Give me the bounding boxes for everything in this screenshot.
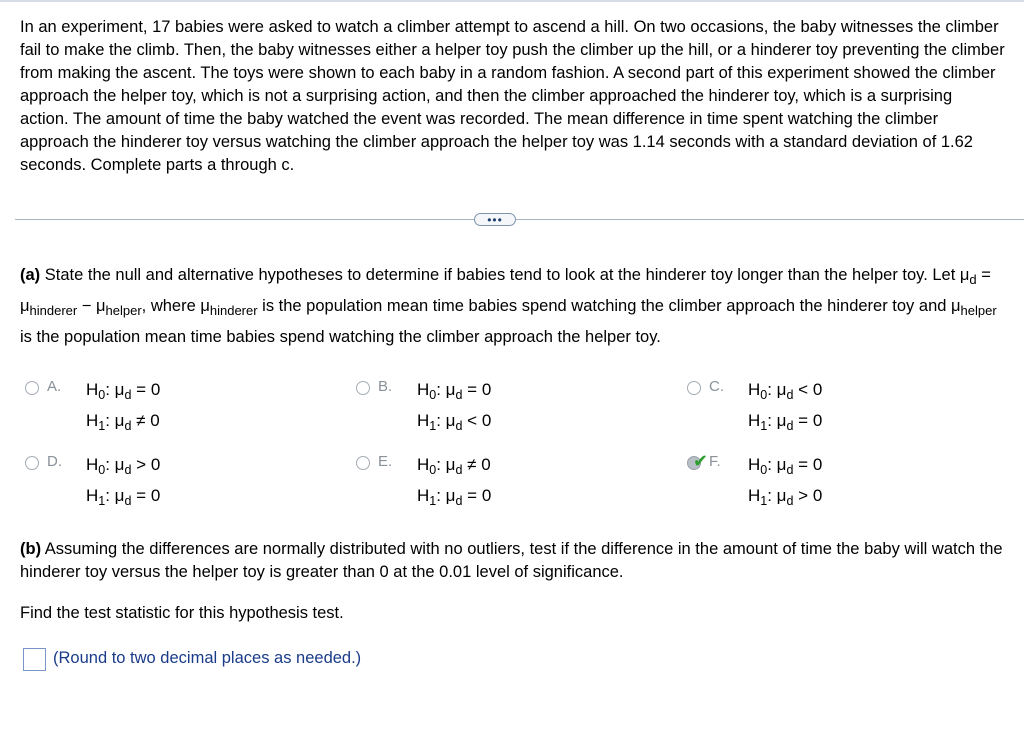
radio-button[interactable] — [25, 381, 39, 395]
part-a-text-3: − μ — [77, 297, 106, 315]
alternative-hypothesis: $H_1$: $\mu_d \ne 0$ — [86, 411, 160, 433]
hypotheses — [748, 452, 822, 514]
checkmark-icon: ✔ — [693, 451, 709, 471]
option-letter: B. — [378, 378, 393, 395]
null-hypothesis: $H_0$: $\mu_d > 0$ — [86, 455, 161, 477]
radio-button[interactable] — [356, 381, 370, 395]
null-hypothesis: $H_0$: $\mu_d \ne 0$ — [417, 455, 491, 477]
part-a-text-2: = μ — [20, 266, 991, 315]
alternative-hypothesis: $H_1$: $\mu_d = 0$ — [748, 411, 823, 433]
part-a-text-6: is the population mean time babies spend watching the climber approach the helper toy. — [20, 328, 661, 346]
option-letter: D. — [47, 453, 62, 470]
option-letter: C. — [709, 378, 724, 395]
null-hypothesis: $H_0$: $\mu_d = 0$ — [417, 380, 492, 402]
option-letter: A. — [47, 378, 62, 395]
alternative-hypothesis: $H_1$: $\mu_d < 0$ — [417, 411, 492, 433]
more-button[interactable]: ••• — [474, 213, 516, 226]
test-statistic-input[interactable] — [23, 648, 46, 671]
part-a-question — [20, 262, 1005, 351]
hypotheses — [417, 377, 491, 439]
part-a-sub-5: helper — [960, 303, 997, 318]
alternative-hypothesis: $H_1$: $\mu_d = 0$ — [86, 486, 161, 508]
radio-button[interactable] — [687, 381, 701, 395]
alternative-hypothesis: $H_1$: $\mu_d > 0$ — [748, 486, 823, 508]
null-hypothesis: $H_0$: $\mu_d = 0$ — [86, 380, 161, 402]
problem-statement: In an experiment, 17 babies were asked to watch a climber attempt to ascend a hill. On two occasions, the baby witnesses the climber fail to make the climb. Then, the baby witnesses either a helper toy push the climber up the hill, or a hinderer toy preventing the climber from making the ascent. The toys were shown to each baby in a random fashion. A second part of this experiment showed the climber approach the helper toy, which is not a surprising action, and then the climber approached the hinderer toy, which is a surprising action. The amount of time the baby watched the event was recorded. The mean difference in time spent watching the climber approach the hinderer toy versus watching the climber approach the helper toy was 1.14 seconds with a standard deviation of 1.62 seconds. Complete parts a through c. — [20, 18, 1005, 174]
option-letter: E. — [378, 453, 393, 470]
part-a-text-4: , where μ — [141, 297, 210, 315]
part-a-sub-1: d — [969, 272, 977, 287]
radio-button[interactable] — [356, 456, 370, 470]
part-b-question — [20, 538, 1005, 584]
radio-button[interactable] — [25, 456, 39, 470]
part-b-text: Assuming the differences are normally distributed with no outliers, test if the difference in the amount of time the baby will watch the hinderer toy versus the helper toy is greater than 0 at the 0.01 level of significance. — [20, 540, 1003, 581]
hypotheses — [748, 377, 822, 439]
part-a-sub-2: hinderer — [29, 303, 78, 318]
part-b-label: (b) — [20, 540, 42, 558]
part-a-sub-3: helper — [105, 303, 142, 318]
hypotheses — [417, 452, 491, 514]
option-letter: F. — [709, 453, 721, 470]
part-a-sub-4: hinderer — [209, 303, 258, 318]
hypotheses — [86, 452, 160, 514]
rounding-note: (Round to two decimal places as needed.) — [53, 649, 362, 667]
part-a-text-1: State the null and alternative hypotheses to determine if babies tend to look at the hinderer toy longer than the helper toy. Let μ — [40, 266, 970, 284]
section-divider — [15, 219, 1024, 220]
null-hypothesis: $H_0$: $\mu_d < 0$ — [748, 380, 823, 402]
part-a-text-5: is the population mean time babies spend watching the climber approach the hinderer toy and μ — [257, 297, 961, 315]
alternative-hypothesis: $H_1$: $\mu_d = 0$ — [417, 486, 492, 508]
part-a-label: (a) — [20, 266, 41, 284]
hypotheses — [86, 377, 160, 439]
find-instruction: Find the test statistic for this hypothesis test. — [20, 604, 344, 622]
null-hypothesis: $H_0$: $\mu_d = 0$ — [748, 455, 823, 477]
top-border — [0, 0, 1024, 2]
